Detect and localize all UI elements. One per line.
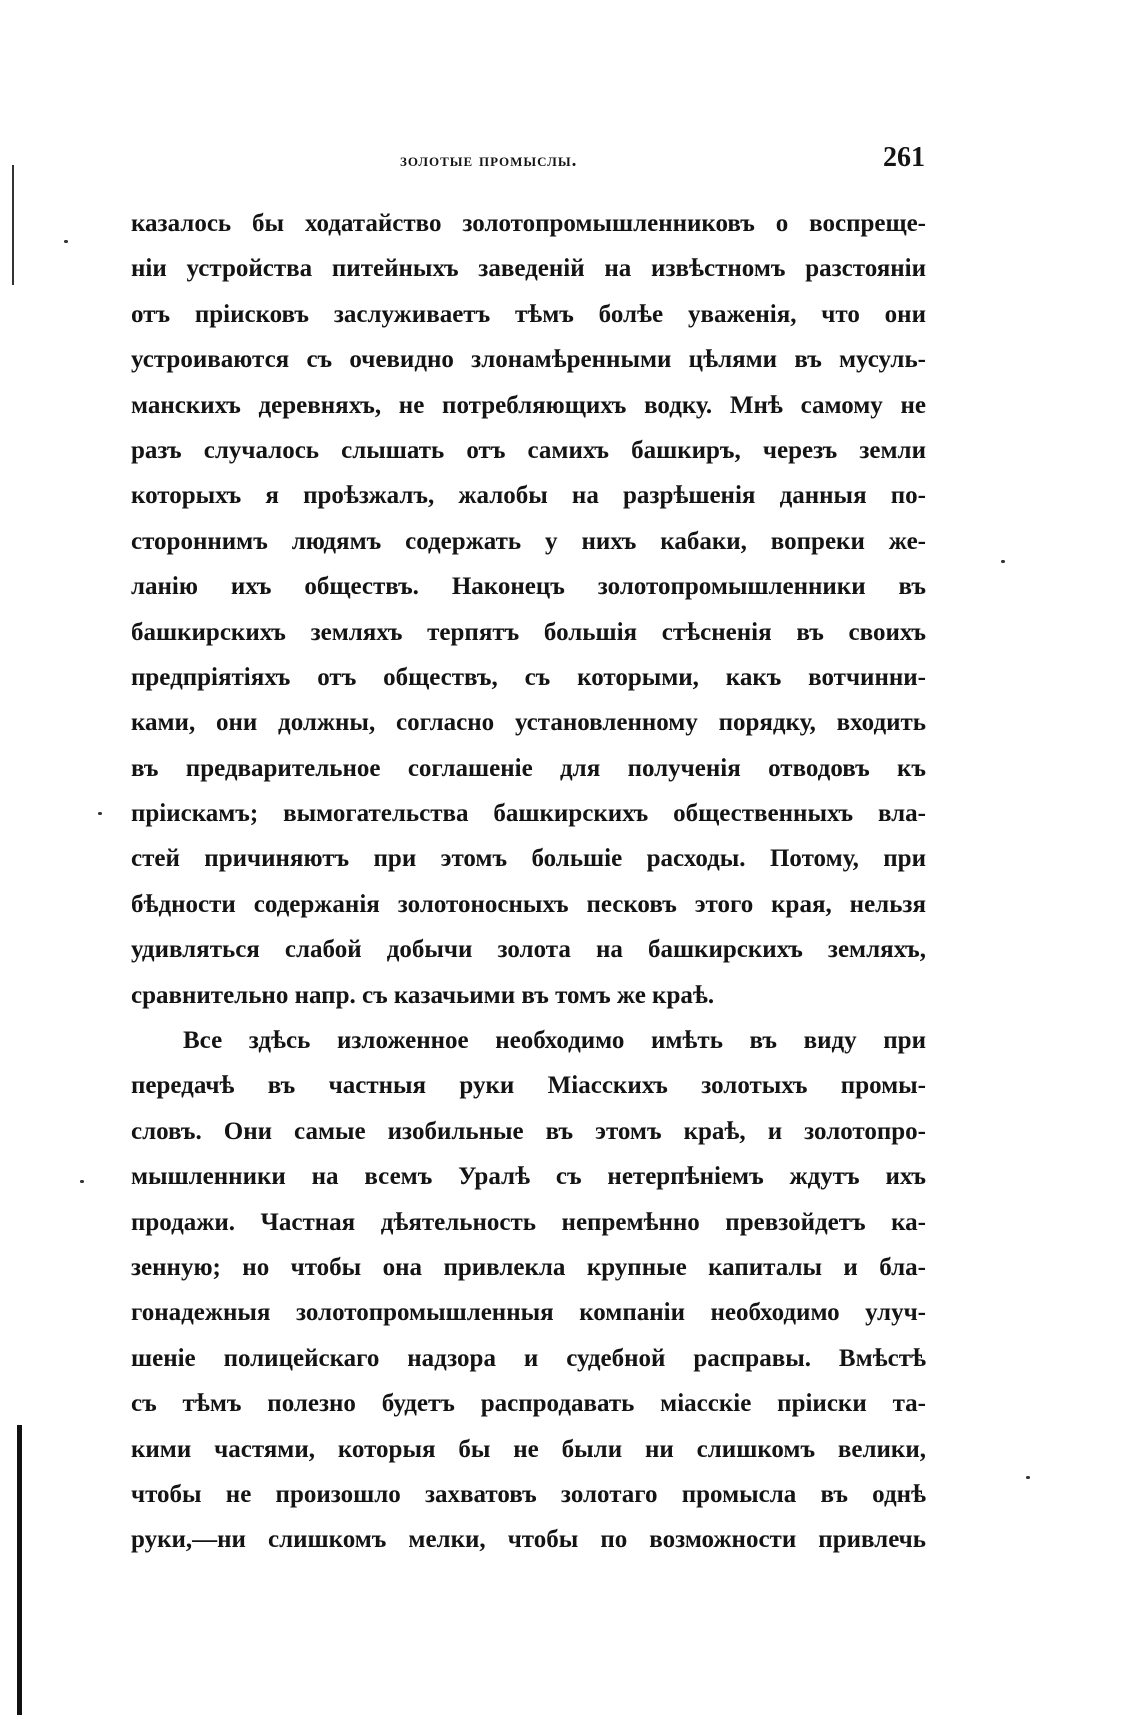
text-line: стороннимъ людямъ содержать у нихъ кабаки, вопреки же- (131, 527, 926, 555)
text-line: чтобы не произошло захватовъ золотаго промысла въ однѣ (131, 1480, 926, 1508)
binding-edge-mark (17, 1425, 22, 1715)
text-line: кими частями, которыя бы не были ни слишкомъ велики, (131, 1435, 926, 1463)
text-line: бѣдности содержанія золотоносныхъ песковъ этого края, нельзя (131, 890, 926, 918)
text-line: шеніе полицейскаго надзора и судебной расправы. Вмѣстѣ (131, 1344, 926, 1372)
text-line: Все здѣсь изложенное необходимо имѣть въ виду при (183, 1027, 926, 1055)
text-line: продажи. Частная дѣятельность непремѣнно превзойдетъ ка- (131, 1208, 926, 1236)
scan-speck (80, 1180, 84, 1183)
text-line: которыхъ я проѣзжалъ, жалобы на разрѣшенія данныя по- (131, 482, 926, 510)
text-line: сравнительно напр. съ казачьими въ томъ же краѣ. (131, 981, 715, 1009)
body-text (131, 201, 926, 1563)
text-line: гонадежныя золотопромышленныя компаніи необходимо улуч- (131, 1299, 926, 1327)
text-line: передачѣ въ частныя руки Міасскихъ золотыхъ промы- (131, 1072, 926, 1100)
text-line: зенную; но чтобы она привлекла крупные капиталы и бла- (131, 1253, 926, 1281)
scan-speck (98, 812, 102, 815)
text-line: мышленники на всемъ Уралѣ съ нетерпѣніемъ ждутъ ихъ (131, 1163, 926, 1191)
text-line: пріискамъ; вымогательства башкирскихъ общественныхъ вла- (131, 800, 926, 828)
scan-edge-mark (12, 165, 14, 285)
text-line: предпріятіяхъ отъ обществъ, съ которыми, какъ вотчинни- (131, 663, 926, 691)
page-header (130, 142, 925, 182)
scan-speck (64, 240, 68, 243)
text-line: руки,—ни слишкомъ мелки, чтобы по возможности привлечь (131, 1526, 926, 1554)
text-line: ланію ихъ обществъ. Наконецъ золотопромышленники въ (131, 573, 926, 601)
text-line: въ предварительное соглашеніе для полученія отводовъ къ (131, 754, 926, 782)
paragraph-1 (131, 201, 926, 1018)
text-line: казалось бы ходатайство золотопромышленниковъ о воспреще- (131, 210, 926, 237)
scan-speck (1026, 1476, 1030, 1479)
text-line: башкирскихъ земляхъ терпятъ большія стѣсненія въ своихъ (131, 618, 926, 646)
text-line: словъ. Они самые изобильные въ этомъ краѣ, и золотопро- (131, 1117, 926, 1145)
text-line: съ тѣмъ полезно будетъ распродавать міасскіе пріиски та- (131, 1390, 926, 1418)
text-line: удивляться слабой добычи золота на башкирскихъ земляхъ, (131, 936, 926, 964)
running-title: золотые промыслы. (400, 150, 578, 171)
text-line: ніи устройства питейныхъ заведеній на извѣстномъ разстояніи (131, 255, 926, 283)
text-line: манскихъ деревняхъ, не потребляющихъ водку. Мнѣ самому не (131, 391, 926, 419)
scan-speck (1001, 560, 1005, 563)
page-number: 261 (883, 142, 925, 173)
text-line: разъ случалось слышать отъ самихъ башкиръ, черезъ земли (131, 436, 926, 464)
paragraph-2 (131, 1018, 926, 1563)
text-line: устроиваются съ очевидно злонамѣренными цѣлями въ мусуль- (131, 346, 926, 374)
text-line: стей причиняютъ при этомъ большіе расходы. Потому, при (131, 845, 926, 873)
text-line: отъ пріисковъ заслуживаетъ тѣмъ болѣе уваженія, что они (131, 300, 926, 328)
text-line: ками, они должны, согласно установленному порядку, входить (131, 709, 926, 737)
